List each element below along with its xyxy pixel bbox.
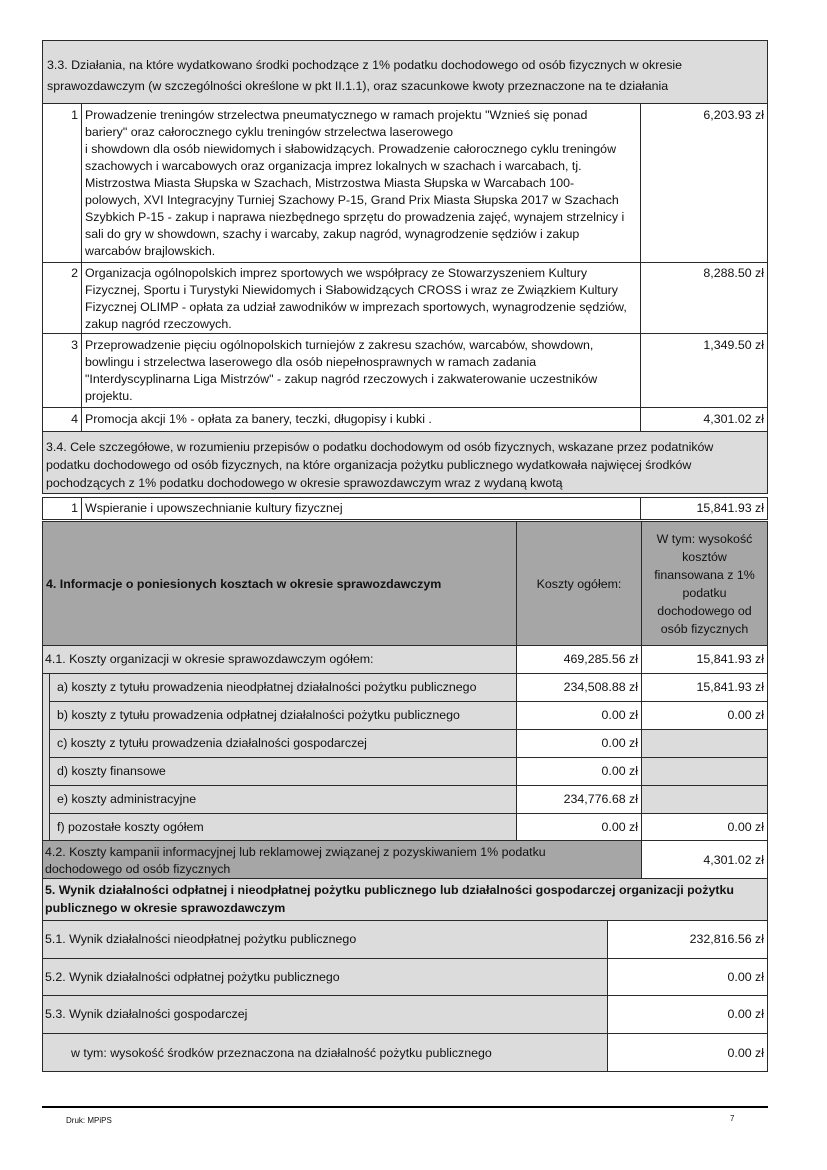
activity-row-4-amount-cell bbox=[640, 407, 768, 432]
cost-subrow-c-label-cell bbox=[49, 729, 517, 758]
activity-row-desc-line: "Interdyscyplinarna Liga Mistrzów" - zakup nagród rzeczowych i zakwaterowanie uczestników bbox=[85, 372, 598, 386]
row-4-2-label-line: 4.2. Koszty kampanii informacyjnej lub reklamowej związanej z pozyskiwaniem 1% podatku bbox=[45, 845, 546, 859]
section-5-heading-line: publicznego w okresie sprawozdawczym bbox=[45, 901, 286, 915]
activity-row-desc-line: szachowych i warcabowych oraz organizacja imprez lokalnych w szachach i warcabach, tj. bbox=[85, 159, 582, 173]
activity-row-amount: 4,301.02 zł bbox=[703, 412, 764, 426]
activity-row-num: 4 bbox=[71, 412, 78, 426]
result-row-5-2-label-cell bbox=[42, 958, 608, 996]
row-4-1-total: 469,285.56 zł bbox=[563, 652, 638, 666]
result-row-5-2-amount-cell bbox=[607, 958, 768, 996]
cost-subrow-1pct: 0.00 zł bbox=[727, 820, 764, 834]
goal-row-amount: 15,841.93 zł bbox=[696, 501, 764, 515]
activity-row-1-desc-cell bbox=[81, 103, 641, 263]
cost-subrow-label: b) koszty z tytułu prowadzenia odpłatnej działalności pożytku publicznego bbox=[57, 708, 460, 722]
activity-row-desc-line: Szybkich P-15 - zakup i naprawa niezbędnego sprzętu do prowadzenia zajęć, wynajem strzelnicy i bbox=[85, 210, 625, 224]
result-row-label: 5.2. Wynik działalności odpłatnej pożytku publicznego bbox=[45, 970, 340, 984]
activity-row-amount: 6,203.93 zł bbox=[703, 108, 764, 122]
goal-row-amount-cell bbox=[640, 497, 768, 520]
section-5-heading bbox=[42, 878, 768, 921]
col-header-1pct-line: osób fizycznych bbox=[660, 622, 749, 636]
activity-row-3-desc-cell bbox=[81, 333, 641, 408]
cost-subrow-1pct: 0.00 zł bbox=[727, 708, 764, 722]
page-number: 7 bbox=[730, 1114, 735, 1123]
activity-row-num: 2 bbox=[71, 266, 78, 280]
activity-row-3-num-cell bbox=[42, 333, 82, 408]
cost-subrow-e-total-cell bbox=[516, 785, 642, 814]
activity-row-desc-line: Promocja akcji 1% - opłata za banery, teczki, długopisy i kubki . bbox=[85, 412, 432, 426]
activity-row-desc-line: Organizacja ogólnopolskich imprez sportowych we współpracy ze Stowarzyszeniem Kultury bbox=[85, 266, 588, 280]
activity-row-3-amount-cell bbox=[640, 333, 768, 408]
cost-subrow-label: f) pozostałe koszty ogółem bbox=[57, 820, 204, 834]
section-3-3-heading bbox=[42, 40, 768, 104]
cost-subrow-label: e) koszty administracyjne bbox=[57, 792, 197, 806]
cost-subrow-d-label-cell bbox=[49, 757, 517, 786]
row-4-1-1pct-cell bbox=[641, 645, 768, 674]
cost-subrow-f-1pct-cell bbox=[641, 813, 768, 841]
cost-subrow-e-label-cell bbox=[49, 785, 517, 814]
result-row-5-1-label-cell bbox=[42, 920, 608, 959]
cost-subrow-total: 0.00 zł bbox=[601, 764, 638, 778]
col-header-1pct-line: dochodowego od bbox=[657, 604, 752, 618]
col-header-1pct-line: finansowana z 1% bbox=[654, 568, 755, 582]
result-row-wtym-amount-cell bbox=[607, 1033, 768, 1072]
activity-row-1-amount-cell bbox=[640, 103, 768, 263]
activity-row-desc-line: bariery" oraz całorocznego cyklu treningów strzelectwa laserowego bbox=[85, 125, 454, 139]
section-3-3-heading-text: 3.3. Działania, na które wydatkowano środki pochodzące z 1% podatku dochodowego od osób fizycznych w okresie sprawozdawczym (w szczególności określone w pkt II.1.1), oraz szacunkowe kwoty przeznaczone na te działania bbox=[47, 58, 683, 93]
result-row-5-3-label-cell bbox=[42, 995, 608, 1034]
activity-row-2-num-cell bbox=[42, 262, 82, 334]
cost-subrow-a-total-cell bbox=[516, 673, 642, 702]
activity-row-desc-line: Prowadzenie treningów strzelectwa pneumatycznego w ramach projektu "Wznieś się ponad bbox=[85, 108, 588, 122]
activity-row-desc-line: Fizycznej, Sportu i Turystyki Niewidomych i Słabowidzących CROSS i wraz ze Związkiem Kultury bbox=[85, 283, 618, 297]
cost-subrow-b-label-cell bbox=[49, 701, 517, 730]
activity-row-amount: 8,288.50 zł bbox=[703, 266, 764, 280]
activity-row-desc-line: Przeprowadzenie pięciu ogólnopolskich turniejów z zakresu szachów, warcabów, showdown, bbox=[85, 338, 594, 352]
activity-row-num: 1 bbox=[71, 108, 78, 122]
activity-row-desc-line: i showdown dla osób niewidomych i słabowidzących. Prowadzenie całorocznego cyklu treningów bbox=[85, 142, 617, 156]
row-4-2-label-cell bbox=[42, 840, 642, 879]
cost-subrow-1pct: 15,841.93 zł bbox=[696, 680, 764, 694]
activity-row-desc-line: Mistrzostwa Miasta Słupska w Szachach, Mistrzostwa Miasta Słupska w Warcabach 100- bbox=[85, 176, 575, 190]
goal-row-num-cell bbox=[42, 497, 82, 520]
cost-subrow-total: 0.00 zł bbox=[601, 708, 638, 722]
activity-row-num: 3 bbox=[71, 338, 78, 352]
goal-row-num: 1 bbox=[71, 501, 78, 515]
cost-subrow-e-1pct-cell-empty bbox=[641, 785, 768, 814]
cost-subrow-c-total-cell bbox=[516, 729, 642, 758]
cost-subrow-label: a) koszty z tytułu prowadzenia nieodpłatnej działalności pożytku publicznego bbox=[57, 680, 477, 694]
activity-row-desc-line: zakup nagród rzeczowych. bbox=[85, 317, 232, 331]
result-row-label: w tym: wysokość środków przeznaczona na działalność pożytku publicznego bbox=[71, 1046, 492, 1060]
cost-subrow-total: 234,508.88 zł bbox=[563, 680, 638, 694]
col-header-total-text: Koszty ogółem: bbox=[536, 577, 622, 591]
footer-print-label: Druk: MPiPS bbox=[66, 1116, 112, 1125]
section-3-4-heading-line: pochodzących z 1% podatku dochodowego w okresie sprawozdawczym wraz z wydaną kwotą bbox=[46, 476, 563, 490]
cost-subrow-total: 0.00 zł bbox=[601, 820, 638, 834]
cost-subrow-d-1pct-cell-empty bbox=[641, 757, 768, 786]
section-5-heading-line: 5. Wynik działalności odpłatnej i nieodpłatnej pożytku publicznego lub działalności gospodarczej organizacji pożytku bbox=[45, 883, 734, 897]
result-row-label: 5.3. Wynik działalności gospodarczej bbox=[45, 1007, 248, 1021]
section-3-4-heading-line: podatku dochodowego od osób fizycznych, na które organizacja pożytku publicznego wydatkowała najwięcej środków bbox=[46, 458, 692, 472]
result-row-amount: 0.00 zł bbox=[727, 1007, 764, 1021]
result-row-5-1-amount-cell bbox=[607, 920, 768, 959]
cost-subrow-label: d) koszty finansowe bbox=[57, 764, 166, 778]
cost-subrow-label: c) koszty z tytułu prowadzenia działalności gospodarczej bbox=[57, 736, 367, 750]
col-header-total bbox=[516, 521, 642, 646]
section-3-4-heading-line: 3.4. Cele szczegółowe, w rozumieniu przepisów o podatku dochodowym od osób fizycznych, wskazane przez podatników bbox=[46, 440, 714, 454]
row-4-1-label: 4.1. Koszty organizacji w okresie sprawozdawczym ogółem: bbox=[45, 652, 374, 666]
result-row-amount: 0.00 zł bbox=[727, 1046, 764, 1060]
result-row-label: 5.1. Wynik działalności nieodpłatnej pożytku publicznego bbox=[45, 932, 357, 946]
goal-row-label-cell bbox=[81, 497, 641, 520]
section-4-heading-text: 4. Informacje o poniesionych kosztach w okresie sprawozdawczym bbox=[46, 577, 442, 591]
section-4-heading bbox=[42, 521, 517, 646]
cost-subrow-f-total-cell bbox=[516, 813, 642, 841]
row-4-2-amount-cell bbox=[641, 840, 768, 879]
activity-row-desc-line: polowych, XVI Integracyjny Turniej Szachowy P-15, Grand Prix Miasta Słupska 2017 w Szachach bbox=[85, 193, 619, 207]
row-4-1-total-cell bbox=[516, 645, 642, 674]
row-4-2-amount: 4,301.02 zł bbox=[703, 853, 764, 867]
result-row-5-3-amount-cell bbox=[607, 995, 768, 1034]
cost-subrow-c-1pct-cell-empty bbox=[641, 729, 768, 758]
activity-row-desc-line: bowlingu i strzelectwa laserowego dla osób niepełnosprawnych w ramach zadania bbox=[85, 355, 537, 369]
cost-subrow-a-label-cell bbox=[49, 673, 517, 702]
activity-row-4-num-cell bbox=[42, 407, 82, 432]
row-4-1-1pct: 15,841.93 zł bbox=[696, 652, 764, 666]
col-header-1pct-line: W tym: wysokość bbox=[656, 532, 753, 546]
col-header-1pct-line: podatku bbox=[682, 586, 727, 600]
cost-subrow-b-1pct-cell bbox=[641, 701, 768, 730]
row-4-2-label-line: dochodowego od osób fizycznych bbox=[45, 862, 231, 876]
result-row-amount: 0.00 zł bbox=[727, 970, 764, 984]
activity-row-amount: 1,349.50 zł bbox=[703, 338, 764, 352]
goal-row-label: Wspieranie i upowszechnianie kultury fizycznej bbox=[85, 501, 343, 515]
activity-row-desc-line: projektu. bbox=[85, 389, 133, 403]
cost-subrow-b-total-cell bbox=[516, 701, 642, 730]
activity-row-1-num-cell bbox=[42, 103, 82, 263]
activity-row-4-desc-cell bbox=[81, 407, 641, 432]
section-3-4-heading bbox=[42, 431, 768, 494]
cost-subrow-a-1pct-cell bbox=[641, 673, 768, 702]
activity-row-desc-line: sali do gry w showdown, szachy i warcaby, zakup nagród, wynagrodzenie sędziów i zakup bbox=[85, 227, 580, 241]
cost-subrow-d-total-cell bbox=[516, 757, 642, 786]
col-header-1pct-line: kosztów bbox=[682, 550, 727, 564]
footer-divider bbox=[42, 1106, 768, 1108]
activity-row-2-desc-cell bbox=[81, 262, 641, 334]
activity-row-desc-line: warcabów brajlowskich. bbox=[85, 244, 216, 258]
result-row-wtym-label-cell bbox=[42, 1033, 608, 1072]
cost-subrow-total: 234,776.68 zł bbox=[563, 792, 638, 806]
activity-row-2-amount-cell bbox=[640, 262, 768, 334]
row-4-1-label-cell bbox=[42, 645, 517, 674]
cost-subrow-f-label-cell bbox=[49, 813, 517, 841]
activity-row-desc-line: Fizycznej OLIMP - opłata za udział zawodników w imprezach sportowych, wynagrodzenie sędziów, bbox=[85, 300, 627, 314]
cost-subrow-total: 0.00 zł bbox=[601, 736, 638, 750]
result-row-amount: 232,816.56 zł bbox=[689, 932, 764, 946]
col-header-1pct bbox=[641, 521, 768, 646]
